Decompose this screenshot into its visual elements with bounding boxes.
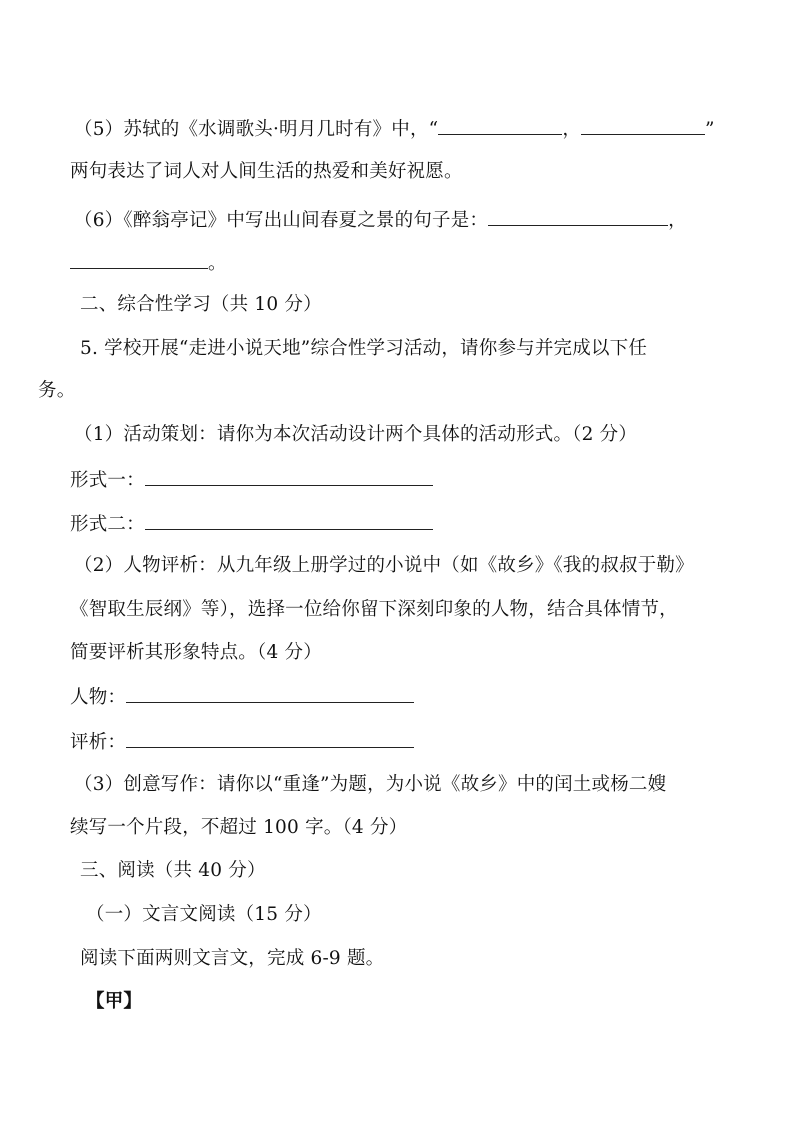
q5-sub3-line1: （3）创意写作：请你以“重逢”为题，为小说《故乡》中的闰土或杨二嫂 — [74, 774, 667, 795]
q4-item5-close: ” — [705, 119, 715, 140]
section3-subheading: （一）文言文阅读（15 分） — [86, 904, 322, 925]
form1-answer-blank[interactable] — [145, 467, 433, 486]
analysis-answer-blank[interactable] — [126, 729, 414, 748]
form2-label: 形式二： — [70, 514, 145, 535]
section2-heading: 二、综合性学习（共 10 分） — [80, 294, 322, 315]
analysis-row — [70, 729, 414, 756]
q4-item5-blank2[interactable] — [581, 116, 705, 135]
q4-item6-comma: ， — [668, 210, 687, 231]
q4-item5-comma: ， — [562, 119, 582, 140]
q4-item6-blank2[interactable] — [70, 250, 208, 269]
form1-label: 形式一： — [70, 470, 145, 491]
section3-heading: 三、阅读（共 40 分） — [80, 860, 266, 881]
q4-item5-line2: 两句表达了词人对人间生活的热爱和美好祝愿。 — [70, 161, 463, 182]
analysis-label: 评析： — [70, 732, 127, 753]
q5-sub2-line1: （2）人物评析：从九年级上册学过的小说中（如《故乡》《我的叔叔于勒》 — [74, 555, 694, 576]
person-answer-blank[interactable] — [126, 684, 414, 703]
q5-sub2-line3: 简要评析其形象特点。（4 分） — [70, 642, 322, 663]
q5-sub2-line2: 《智取生辰纲》等），选择一位给你留下深刻印象的人物，结合具体情节， — [70, 599, 678, 620]
q5-sub3-line2: 续写一个片段，不超过 100 字。（4 分） — [70, 817, 408, 838]
q4-item5-blank1[interactable] — [438, 116, 562, 135]
section3-instruction: 阅读下面两则文言文，完成 6-9 题。 — [80, 948, 385, 969]
q4-item6-line2 — [70, 250, 227, 277]
q4-item5-prefix: （5）苏轼的《水调歌头·明月几时有》中，“ — [74, 119, 439, 140]
q4-item6-blank1[interactable] — [488, 207, 668, 226]
q4-item6-end: 。 — [208, 253, 227, 274]
person-row — [70, 684, 414, 711]
q4-item5-line1 — [74, 116, 715, 143]
q5-line1: 5. 学校开展“走进小说天地”综合性学习活动，请你参与并完成以下任 — [80, 338, 648, 359]
person-label: 人物： — [70, 687, 127, 708]
form2-answer-blank[interactable] — [145, 511, 433, 530]
passage-label-jia: 【甲】 — [86, 991, 143, 1012]
form2-row — [70, 511, 433, 538]
q4-item6-prefix: （6）《醉翁亭记》中写出山间春夏之景的句子是： — [74, 210, 489, 231]
q5-sub1: （1）活动策划：请你为本次活动设计两个具体的活动形式。（2 分） — [74, 424, 638, 445]
q5-line2: 务。 — [38, 380, 76, 401]
q4-item6-line1 — [74, 207, 687, 234]
form1-row — [70, 467, 433, 494]
